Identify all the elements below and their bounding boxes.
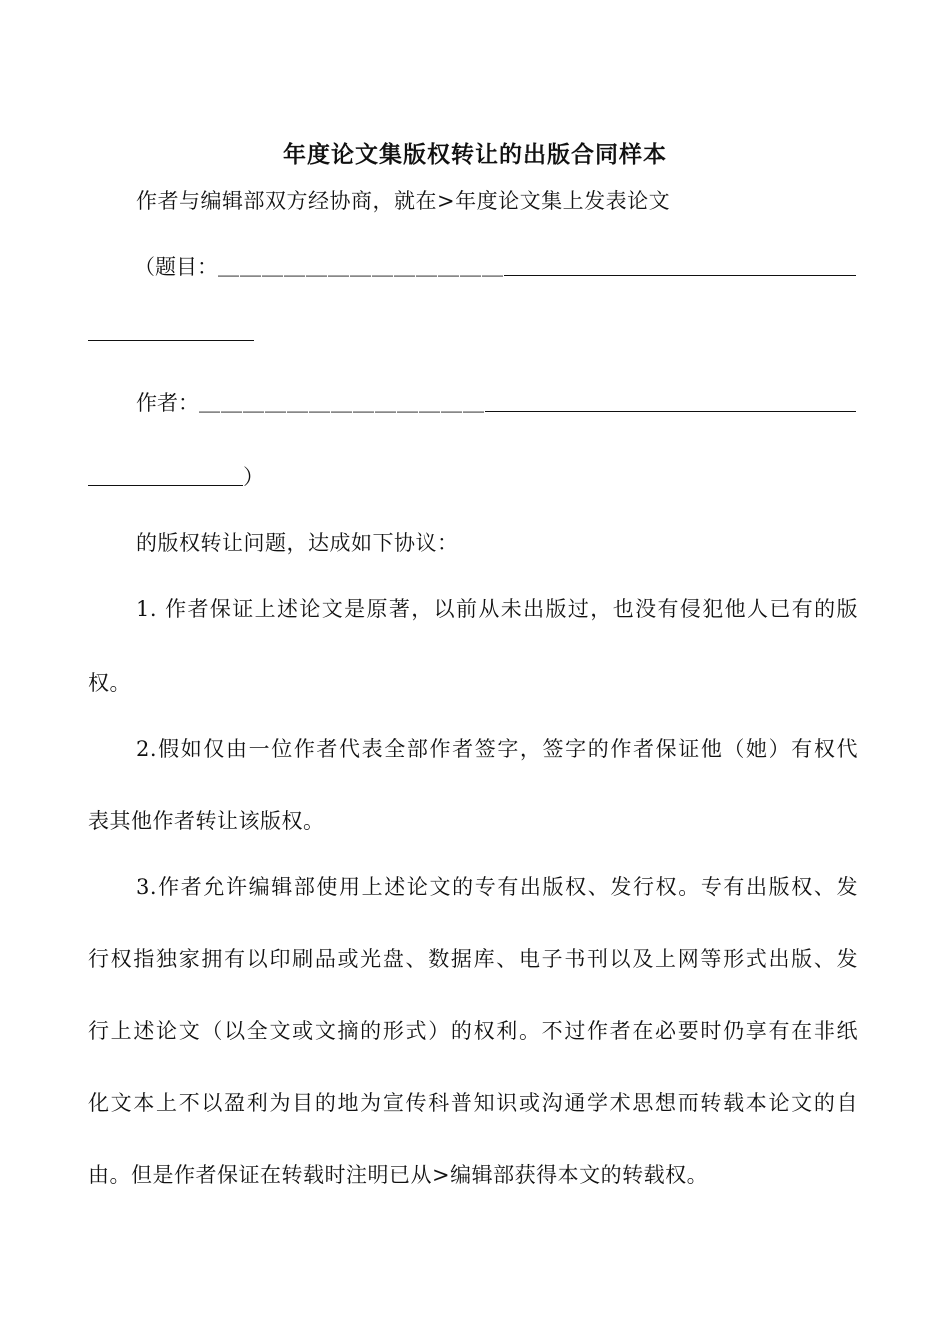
author-underline-continued <box>88 485 243 486</box>
clause-3-line-1: 3.作者允许编辑部使用上述论文的专有出版权、发行权。专有出版权、发 <box>136 875 858 899</box>
author-label: 作者： <box>136 391 199 415</box>
document-title: 年度论文集版权转让的出版合同样本 <box>283 141 667 168</box>
agreement-intro: 的版权转让问题，达成如下协议： <box>136 531 459 555</box>
subject-field-row <box>134 252 856 282</box>
clause-2-line-1: 2.假如仅由一位作者代表全部作者签字，签字的作者保证他（她）有权代 <box>136 737 858 761</box>
author-underline <box>485 411 856 412</box>
author-dash-fill: ＿＿＿＿＿＿＿＿＿＿＿＿＿ <box>199 391 485 415</box>
clause-3-line-2: 行权指独家拥有以印刷品或光盘、数据库、电子书刊以及上网等形式出版、发 <box>88 947 858 971</box>
subject-underline <box>504 275 856 276</box>
subject-dash-fill: ＿＿＿＿＿＿＿＿＿＿＿＿＿ <box>218 255 504 279</box>
author-field-row-continued <box>88 462 288 492</box>
clause-1-line-1: 1. 作者保证上述论文是原著，以前从未出版过，也没有侵犯他人已有的版 <box>136 597 858 621</box>
subject-label: （题目： <box>134 255 218 279</box>
subject-underline-continued <box>88 340 254 341</box>
clause-1-line-2: 权。 <box>88 671 131 695</box>
author-field-row <box>136 388 856 418</box>
clause-2-line-2: 表其他作者转让该版权。 <box>88 809 325 833</box>
closing-paren: ） <box>243 465 264 489</box>
clause-3-line-4: 化文本上不以盈利为目的地为宣传科普知识或沟通学术思想而转载本论文的自 <box>88 1091 858 1115</box>
intro-text: 作者与编辑部双方经协商，就在>年度论文集上发表论文 <box>136 189 671 213</box>
clause-3-line-5: 由。但是作者保证在转载时注明已从>编辑部获得本文的转载权。 <box>88 1163 709 1187</box>
clause-3-line-3: 行上述论文（以全文或文摘的形式）的权利。不过作者在必要时仍享有在非纸 <box>88 1019 858 1043</box>
